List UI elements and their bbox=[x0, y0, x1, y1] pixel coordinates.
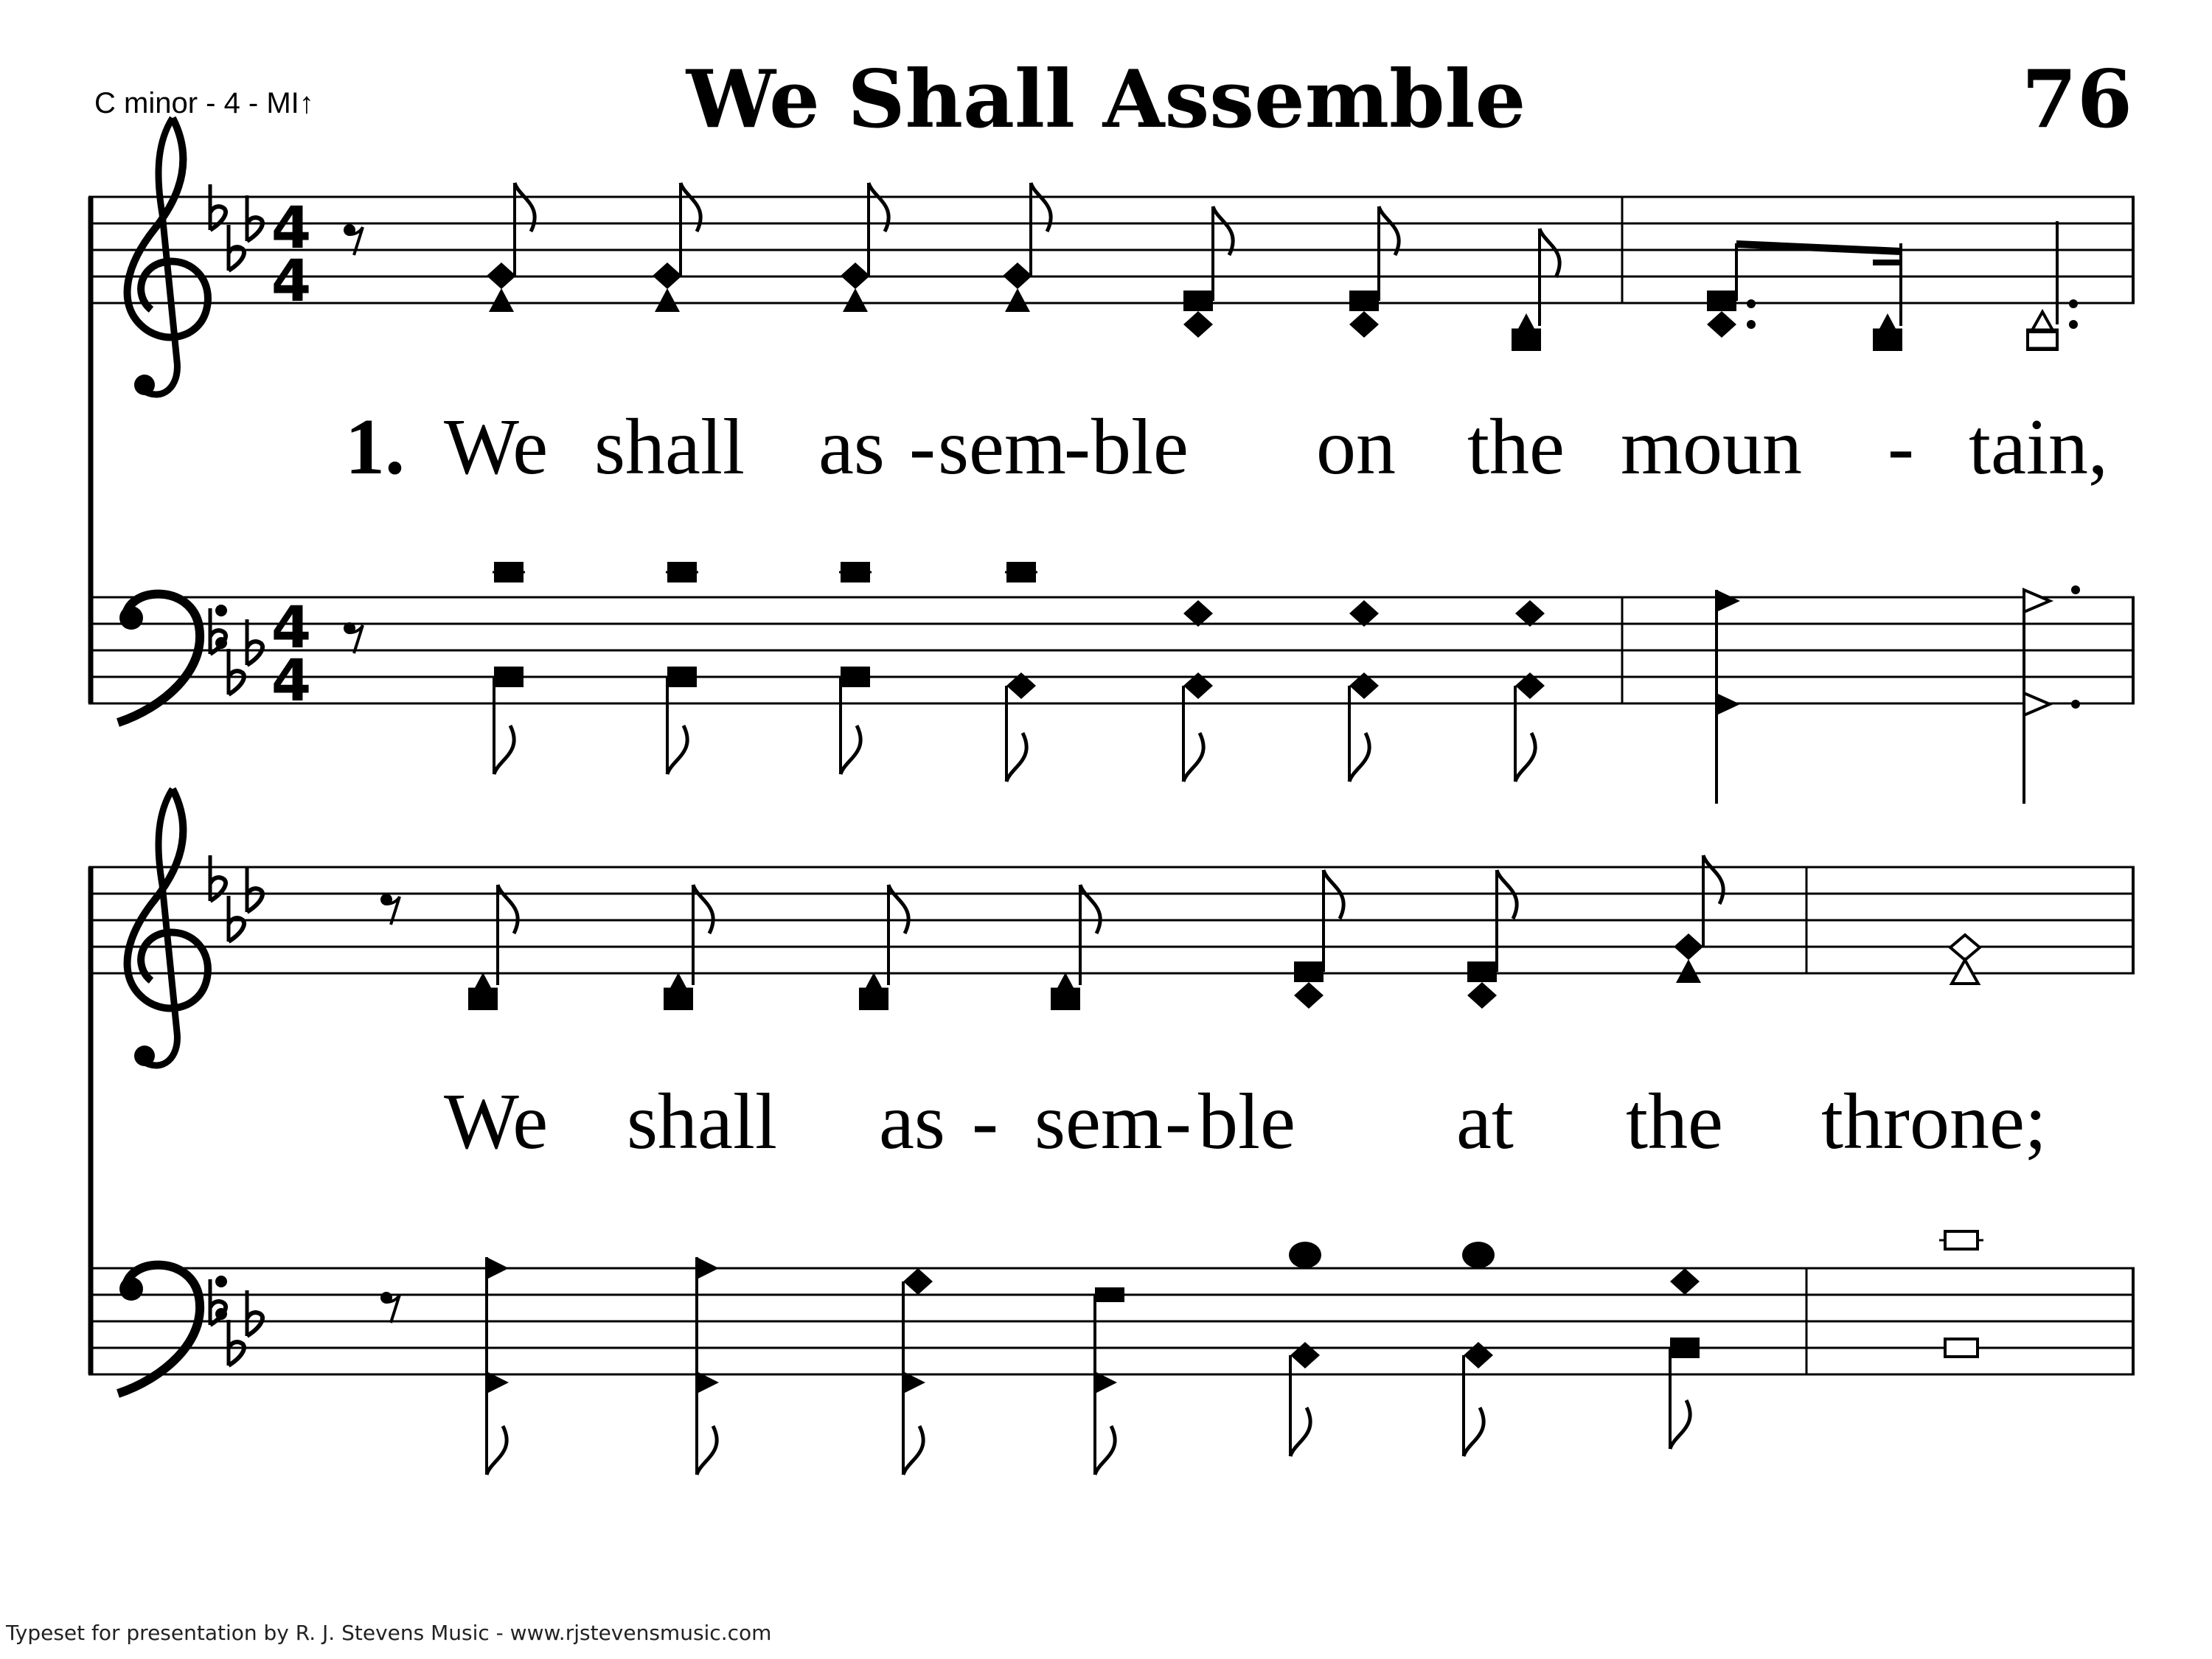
note bbox=[1467, 870, 1517, 1009]
note bbox=[1873, 243, 1902, 351]
note bbox=[1183, 600, 1213, 782]
lyric-syllable: throne; bbox=[1821, 1078, 2047, 1166]
footer-credit: Typeset for presentation by R. J. Stevens Music - www.rjstevensmusic.com bbox=[6, 1621, 772, 1645]
svg-text:4: 4 bbox=[271, 195, 312, 262]
svg-text:4: 4 bbox=[271, 248, 312, 315]
note bbox=[2024, 585, 2080, 804]
lyric-line-1 bbox=[0, 402, 2212, 498]
lyric-hyphen: - bbox=[1888, 403, 1914, 491]
lyric-syllable: shall bbox=[627, 1078, 777, 1166]
lyric-hyphen: - bbox=[1064, 403, 1091, 491]
note bbox=[653, 183, 700, 312]
lyric-syllable: ble bbox=[1091, 403, 1189, 491]
lyric-syllable: the bbox=[1626, 1078, 1723, 1166]
note bbox=[1515, 600, 1545, 782]
note bbox=[1183, 206, 1233, 338]
eighth-rest-icon bbox=[344, 622, 363, 653]
key-info: C minor - 4 - MI↑ bbox=[94, 87, 314, 119]
note bbox=[666, 562, 698, 774]
eighth-rest-icon bbox=[380, 1292, 400, 1323]
lyric-hyphen: - bbox=[909, 403, 936, 491]
note bbox=[1005, 562, 1037, 782]
lyric-hyphen: - bbox=[1165, 1078, 1192, 1166]
lyric-syllable: as bbox=[879, 1078, 945, 1166]
treble-staff-2 bbox=[88, 867, 2135, 973]
lyric-syllable: We bbox=[444, 1078, 549, 1166]
treble-clef-icon bbox=[128, 118, 208, 395]
note bbox=[839, 562, 872, 774]
note bbox=[1512, 229, 1559, 351]
verse-number: 1. bbox=[345, 403, 405, 491]
note bbox=[1095, 1287, 1124, 1475]
lyric-syllable: on bbox=[1316, 403, 1396, 491]
hymn-title: We Shall Assemble bbox=[686, 53, 1526, 146]
lyric-syllable: ble bbox=[1198, 1078, 1295, 1166]
bass-staff-1 bbox=[88, 597, 2135, 703]
note bbox=[1003, 183, 1051, 312]
note bbox=[841, 183, 888, 312]
note bbox=[1717, 590, 1740, 804]
note bbox=[903, 1268, 933, 1475]
lyric-syllable: tain, bbox=[1969, 403, 2108, 491]
note bbox=[1707, 243, 1756, 338]
note bbox=[493, 562, 525, 774]
hymn-number: 76 bbox=[2021, 53, 2132, 146]
lyric-syllable: shall bbox=[594, 403, 745, 491]
treble-notes-2 bbox=[468, 855, 1980, 1010]
note bbox=[1950, 935, 1980, 984]
note bbox=[697, 1257, 719, 1475]
lyric-syllable: moun bbox=[1621, 403, 1803, 491]
note bbox=[487, 1257, 509, 1475]
note bbox=[1349, 206, 1399, 338]
lyric-line-2 bbox=[0, 1077, 2212, 1172]
treble-notes-1 bbox=[487, 183, 2078, 351]
lyric-syllable: as bbox=[818, 403, 885, 491]
lyric-syllable: sem bbox=[938, 403, 1066, 491]
note bbox=[1294, 870, 1343, 1009]
bass-staff-2 bbox=[88, 1268, 2135, 1374]
svg-text:4: 4 bbox=[271, 648, 312, 714]
note bbox=[2026, 221, 2078, 349]
lyric-syllable: We bbox=[444, 403, 549, 491]
lyric-hyphen: - bbox=[972, 1078, 998, 1166]
treble-clef-icon bbox=[128, 789, 208, 1066]
beam bbox=[1736, 240, 1901, 255]
lyric-syllable: sem bbox=[1034, 1078, 1163, 1166]
svg-text:4: 4 bbox=[271, 595, 312, 661]
note bbox=[487, 183, 535, 312]
lyric-syllable: the bbox=[1467, 403, 1565, 491]
note bbox=[1349, 600, 1379, 782]
lyric-syllable: at bbox=[1456, 1078, 1514, 1166]
